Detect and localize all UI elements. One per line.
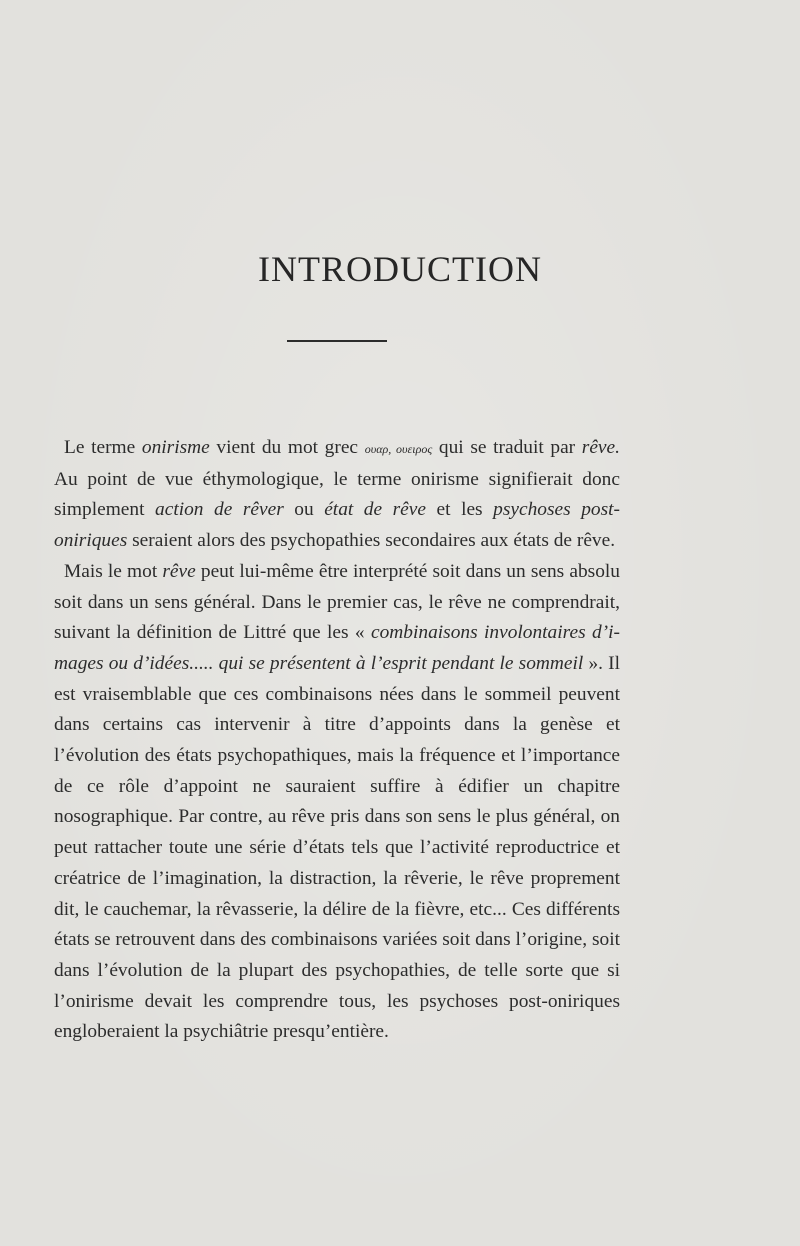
italic-term: action de rêver bbox=[155, 499, 284, 521]
paragraph-2 bbox=[54, 557, 620, 1048]
text-run: Au point de vue éthymologique, le terme onirisme signifierait donc simplement bbox=[54, 468, 620, 521]
chapter-title: INTRODUCTION bbox=[258, 249, 542, 289]
italic-term: rêve. bbox=[581, 437, 620, 458]
italic-term: psychoses post-oniriques bbox=[54, 499, 620, 552]
text-run: Mais le mot bbox=[64, 560, 163, 582]
italic-term: onirisme bbox=[141, 437, 210, 458]
paragraph-1 bbox=[54, 433, 620, 557]
italic-term: rêve bbox=[162, 560, 196, 582]
text-run: et les bbox=[426, 499, 494, 521]
text-run: seraient alors des psychopathies secondaires aux états de rêve. bbox=[127, 530, 616, 552]
text-run: ou bbox=[283, 499, 325, 521]
text-run: Le terme bbox=[64, 437, 142, 458]
text-run: vient du mot grec bbox=[209, 437, 365, 458]
text-run: ». Il est vraisemblable que ces combinaisons nées dans le sommeil peuvent dans certains cas intervenir à titre d’appoints dans la genèse et l’évolution des états psychopathiques, mais la fréquence et l’importance de ce rôle d’appoint ne sauraient suffire à édifier un chapitre nosographique. Par contre, au rêve pris dans son sens le plus général, on peut rattacher toute une série d’états tels que l’activité reproductrice et créatrice de l’imagination, la distraction, la rêverie, le rêve proprement dit, le cauchemar, la rêvasserie, la délire de la fièvre, etc... Ces différents états se retrouvent dans des combinaisons variées soit dans l’origine, soit dans l’évolution de la plupart des psychopathies, de telle sorte que si l’onirisme devait les comprendre tous, les psychoses post-oniriques engloberaient la psychiâtrie presqu’entière. bbox=[54, 652, 620, 1043]
title-divider bbox=[287, 340, 387, 342]
italic-term: état de rêve bbox=[324, 499, 427, 521]
text-run: peut lui-même être interprété soit dans un sens absolu soit dans un sens général. Dans le premier cas, le rêve ne comprendrait, suivant la définition de Littré que les « bbox=[54, 560, 620, 644]
italic-quote: combinaisons involontaires d’images ou d’idées..... qui se présentent à l’esprit pendant le sommeil bbox=[54, 622, 620, 674]
body-text bbox=[54, 433, 620, 1048]
greek-word: ουαρ, ουειρος bbox=[364, 442, 433, 456]
text-run: qui se traduit par bbox=[432, 437, 582, 458]
